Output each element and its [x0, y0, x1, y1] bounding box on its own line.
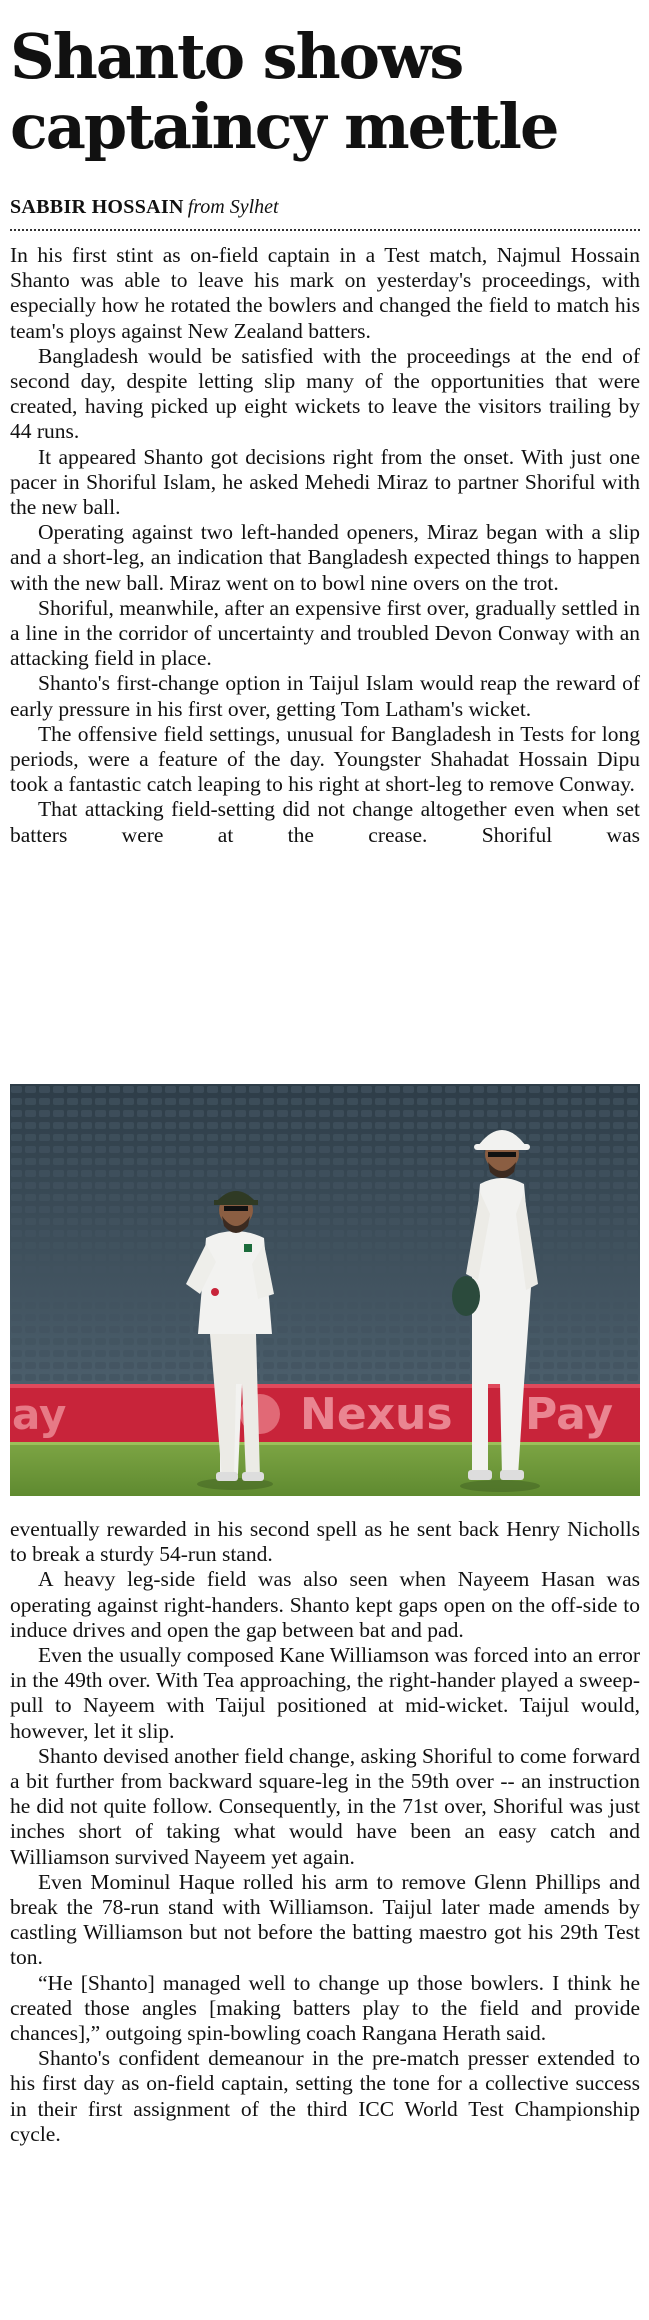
paragraph: eventually rewarded in his second spell as he sent back Henry Nicholls to break a sturdy 54-run stand.	[10, 1517, 640, 1567]
paragraph: The offensive field settings, unusual for Bangladesh in Tests for long periods, were a feature of the day. Youngster Shahadat Hossain Dipu took a fantastic catch leaping to his right at short-leg to remove Conway.	[10, 721, 640, 797]
board-text-right: Pay	[525, 1389, 614, 1440]
paragraph: Shanto's confident demeanour in the pre-match presser extended to his first day as on-field captain, setting the tone for a collective success in their first assignment of the third ICC World Test Championship cycle.	[10, 2046, 640, 2146]
headline: Shanto shows captaincy mettle	[10, 20, 558, 163]
dateline-location: from Sylhet	[187, 196, 279, 218]
paragraph: Shanto devised another field change, asking Shoriful to come forward a bit further from backward square-leg in the 59th over -- an instruction he did not quite follow. Consequently, in the 71st over, Shoriful was just inches short of taking what would have been an easy catch and Williamson survived Nayeem yet again.	[10, 1743, 640, 1869]
paragraph: Shanto's first-change option in Taijul Islam would reap the reward of early pressure in his first over, getting Tom Latham's wicket.	[10, 671, 640, 721]
article-body-bottom	[10, 1517, 640, 2147]
match-photo	[10, 1084, 640, 1496]
board-text-left: ay	[12, 1390, 67, 1439]
paragraph: In his first stint as on-field captain in a Test match, Najmul Hossain Shanto was able to leave his mark on yesterday's proceedings, with especially how he rotated the bowlers and changed the field to match his team's ploys against New Zealand batters.	[10, 243, 640, 343]
paragraph: Even the usually composed Kane Williamson was forced into an error in the 49th over. With Tea approaching, the right-hander played a sweep-pull to Nayeem with Taijul positioned at mid-wicket. Taijul would, however, let it slip.	[10, 1643, 640, 1743]
article-body-top	[10, 243, 640, 848]
byline	[10, 194, 640, 220]
dotted-divider	[10, 229, 640, 231]
paragraph: Shoriful, meanwhile, after an expensive first over, gradually settled in a line in the corridor of uncertainty and troubled Devon Conway with an attacking field in place.	[10, 595, 640, 671]
paragraph: “He [Shanto] managed well to change up those bowlers. I think he created those angles [making batters play to the field and provide chances],” outgoing spin-bowling coach Rangana Herath said.	[10, 1970, 640, 2046]
board-text-nexus: Nexus	[300, 1389, 453, 1440]
paragraph: Bangladesh would be satisfied with the proceedings at the end of second day, despite letting slip many of the opportunities that were created, having picked up eight wickets to leave the visitors trailing by 44 runs.	[10, 343, 640, 444]
paragraph: It appeared Shanto got decisions right from the onset. With just one pacer in Shoriful Islam, he asked Mehedi Miraz to partner Shoriful with the new ball.	[10, 444, 640, 520]
author-name: SABBIR HOSSAIN	[10, 196, 184, 218]
paragraph: That attacking field-setting did not change altogether even when set batters were at the crease. Shoriful was	[10, 797, 640, 847]
paragraph: Even Mominul Haque rolled his arm to remove Glenn Phillips and break the 78-run stand with Williamson. Taijul later made amends by castling Williamson but not before the batting maestro got his 29th Test ton.	[10, 1869, 640, 1970]
paragraph: A heavy leg-side field was also seen when Nayeem Hasan was operating against right-handers. Shanto kept gaps open on the off-side to induce drives and open the gap between bat and pad.	[10, 1567, 640, 1642]
paragraph: Operating against two left-handed openers, Miraz began with a slip and a short-leg, an indication that Bangladesh expected things to happen with the new ball. Miraz went on to bowl nine overs on the trot.	[10, 520, 640, 595]
